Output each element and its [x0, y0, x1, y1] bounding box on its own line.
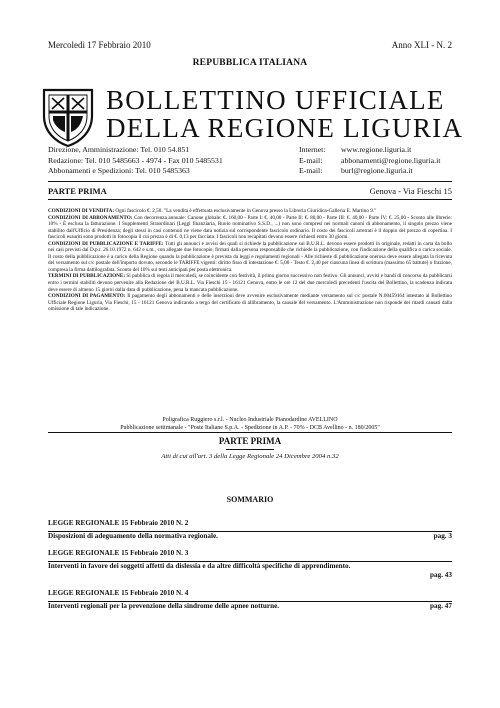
condition-heading: CONDIZIONI DI VENDITA: — [48, 208, 115, 214]
condition-paragraph — [48, 293, 452, 313]
condition-text: Ogni fascicolo €. 2,50. "La vendita è effettuata esclusivamente in Genova presso la Libreria Giuridica-Galleria E. Martino 9." — [114, 208, 377, 214]
contact-redazione: Redazione: Tel. 010 5485663 - 4974 - Fax 010 5485531 — [48, 155, 223, 165]
entry-law: LEGGE REGIONALE 15 Febbraio 2010 N. 3 — [48, 549, 189, 557]
condition-text: Tutti gli annunci e avvisi dei quali si richiede la pubblicazione sul B.U.R.L. devono essere prodotti in originale, redatti in carta da bollo nei casi previsti dal D.p.r. 26.10.1972 n. 642 e s.m., con allegate due fotocopie, firmati dalla persona responsabile che richiede la pubblicazione, con l'indicazione della qualifica o carica sociale. Il costo della pubblicazione è a carico della Regione quando la pubblicazione è prevista da leggi e regolamenti regionali - Alle richieste di pubblicazione onerosa deve essere allegata la ricevuta del versamento sul c/c postale dell'importo dovuto, secondo le TARIFFE vigenti: diritto fisso di intestazione €. 5,00 - Testo €. 2,40 per ciascuna linea di scrittura (massimo 65 battute) o frazione, compresa la firma dattilografata. Sconto del 10% sui testi anticipati per posta elettronica. — [48, 240, 452, 273]
sommario-entry[interactable] — [48, 519, 452, 541]
condition-paragraph — [48, 273, 452, 293]
title-underline — [226, 449, 274, 450]
masthead-line-2: DELLA REGIONE LIGURIA — [106, 113, 464, 143]
regione-liguria-crest-icon — [40, 86, 96, 148]
contact-label-email-2: E-mail: — [299, 166, 323, 175]
conditions-block — [48, 208, 452, 313]
contact-label-internet: Internet: — [299, 145, 326, 154]
postal-info: Pubblicazione settimanale - "Poste Italiane S.p.A. - Spedizione in A.P. - 70% - DCB Avellino - n. 180/2005" — [120, 425, 380, 431]
contact-direzione: Direzione, Amministrazione: Tel. 010 54.851 — [48, 145, 190, 154]
entry-description: Interventi in favore dei soggetti affetti da dislessia e da altre difficoltà specifiche di apprendimento. — [48, 561, 351, 570]
condition-heading: CONDIZIONI DI PAGAMENTO: — [48, 293, 126, 300]
contact-abbonamenti: Abbonamenti e Spedizioni: Tel. 010 5485363 — [48, 166, 190, 175]
condition-text: Si pubblica di regola il mercoledì, se coincidente con festività, il primo giorno successivo non festivo. Gli annunci, avvisi e bandi di concorso da pubblicarsi entro i termini stabiliti devono pervenire alla Redazione del B.U.R.L. Via Fieschi 15 - 16121 Genova, entro le ore 12 del due mercoledì precedenti l'uscita del Bollettino, la scadenza indicata deve essere di almeno 15 giorni dalla data di pubblicazione, pena la mancata pubblicazione. — [48, 273, 452, 293]
sommario-title: SOMMARIO — [226, 495, 274, 504]
republic-heading: REPUBBLICA ITALIANA — [192, 58, 308, 68]
entry-page: pag. 47 — [430, 601, 452, 610]
entry-page: pag. 43 — [430, 571, 452, 579]
entry-description: Interventi regionali per la prevenzione della sindrome delle apnee notturne. — [48, 601, 280, 610]
parte-prima-subtitle: Atti di cui all'art. 3 della Legge Regionale 24 Dicembre 2004 n.32 — [161, 453, 339, 460]
contact-email-abbonamenti[interactable]: abbonamenti@regione.liguria.it — [341, 155, 441, 165]
condition-paragraph — [48, 215, 452, 241]
divider — [48, 199, 452, 200]
issue-date: Mercoledì 17 Febbraio 2010 — [48, 40, 151, 50]
entry-description: Disposizioni di adeguamento della normativa regionale. — [48, 531, 218, 540]
sommario-entry[interactable] — [48, 589, 452, 611]
divider — [48, 181, 452, 182]
masthead-line-1: BOLLETTINO UFFICIALE — [106, 85, 445, 115]
condition-heading: TERMINI DI PUBBLICAZIONE: — [48, 273, 126, 280]
contact-email-burl[interactable]: burl@regione.liguria.it — [341, 166, 413, 175]
issue-number: Anno XLI - N. 2 — [391, 40, 452, 50]
entry-law: LEGGE REGIONALE 15 Febbraio 2010 N. 2 — [48, 519, 189, 527]
condition-heading: CONDIZIONI DI PUBBLICAZIONE E TARIFFE: — [48, 240, 164, 247]
condition-text: Il pagamento degli abbonamenti e delle inserzioni deve avvenire esclusivamente mediante versamento sul c/c postale N.00459164 intestato al Bollettino Ufficiale Regione Liguria, Via Fieschi, 15 - 16121 Genova indicando a tergo del certificato di allibramento, la causale del versamento. L'Amministrazione non risponde dei ritardi causati dalla omissione di tale indicazione. — [48, 293, 452, 313]
entry-law: LEGGE REGIONALE 15 Febbraio 2010 N. 4 — [48, 589, 189, 597]
section-label: PARTE PRIMA — [48, 186, 107, 196]
contact-block — [48, 145, 452, 179]
entry-page: pag. 3 — [433, 531, 452, 540]
contact-website[interactable]: www.regione.liguria.it — [341, 145, 412, 154]
condition-text: Con decorrenza annuale: Canone globale: €. 160,00 - Parte I: €. 40,00 - Parte II: €. 80,00 - Parte III: €. 40,00 - Parte IV: €. 25,00 - Sconto alle librerie: 10% - È esclusa la fatturazione. I Supplementi Straordinari (Leggi finanziaria, Ruolo nominativo S.S.D., ...) non sono compresi nei normali canoni di abbonamento, il singolo prezzo viene stabilito dall'Ufficio di Presidenza; degli stessi in casi contenuti ne viene data notizia sul corrispondente fascicolo ordinario. Il costo dei fascicoli arretrati è il doppio del prezzo di copertina. I fascicoli esauriti sono prodotti in fotocopia il cui prezzo è di €. 0,13 per facciata. I fascicoli non recapitati devono essere richiesti entro 30 giorni. — [48, 214, 452, 241]
divider — [48, 432, 452, 433]
sommario-entry[interactable] — [48, 549, 452, 579]
condition-heading: CONDIZIONI DI ABBONAMENTO: — [48, 214, 133, 221]
condition-paragraph — [48, 241, 452, 274]
parte-prima-title: PARTE PRIMA — [218, 436, 282, 446]
section-address: Genova - Via Fieschi 15 — [369, 186, 452, 196]
contact-label-email-1: E-mail: — [299, 155, 323, 165]
printer-info — [0, 416, 500, 432]
printer-name: Poligrafica Ruggiero s.r.l. - Nucleo Industriale Pianodardine AVELLINO — [162, 417, 338, 423]
